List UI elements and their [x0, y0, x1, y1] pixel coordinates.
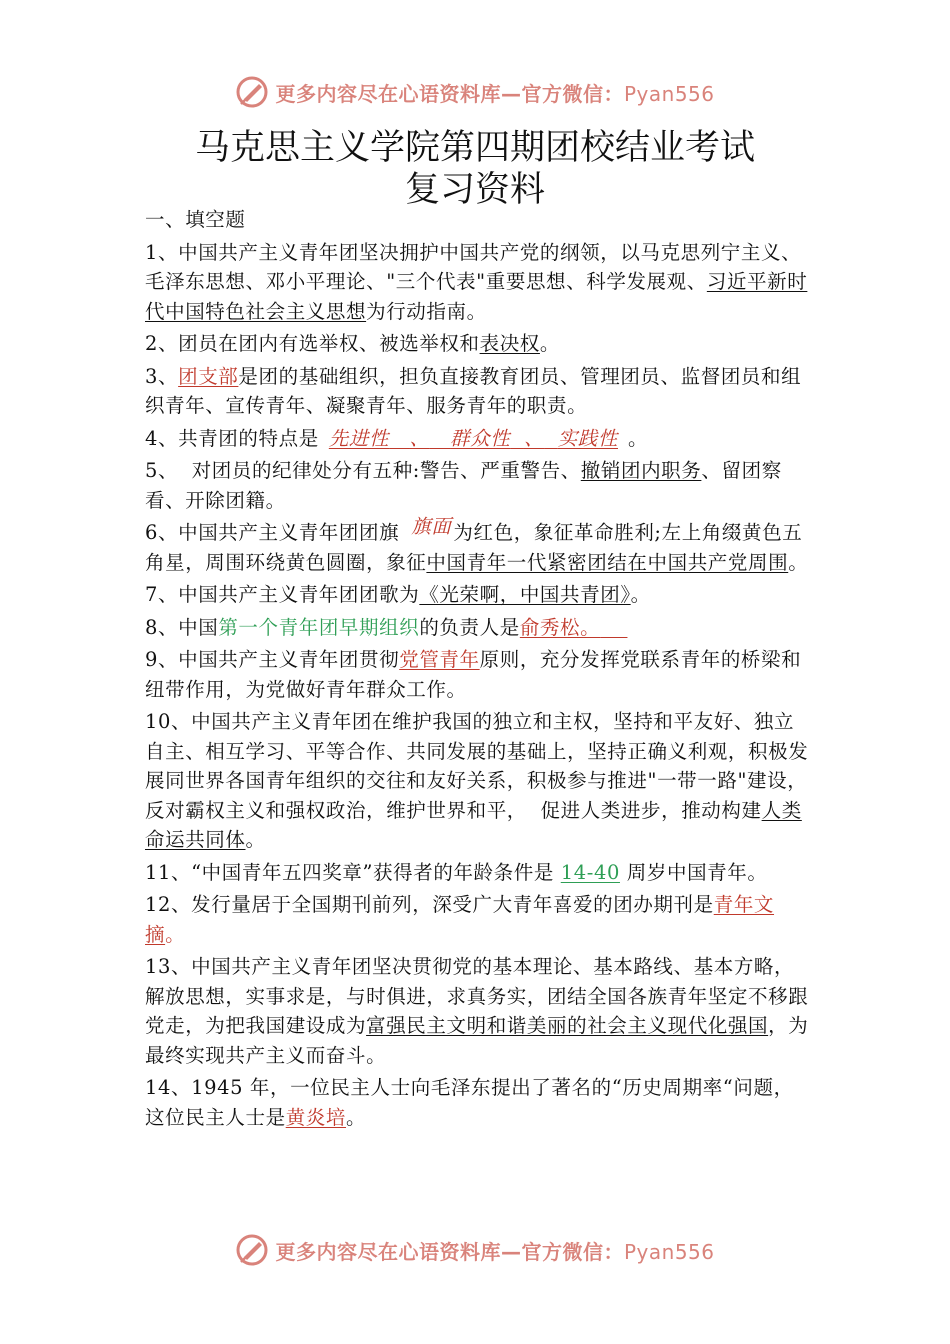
question-5: 5、 对团员的纪律处分有五种:警告、严重警告、撤销团内职务、留团察看、开除团籍。 — [145, 459, 782, 512]
answer-8: 俞秀松。 — [519, 615, 601, 639]
answer-6a: 旗面 — [411, 515, 452, 538]
question-8: 8、中国第一个青年团早期组织的负责人是俞秀松。 — [145, 613, 810, 643]
document-body — [145, 205, 810, 1135]
question-6: 6、中国共产主义青年团团旗 旗面 为红色，象征革命胜利;左上角缀黄色五角星，周围环绕黄色圆圈，象征中国青年一代紧密团结在中国共产党周围。 — [145, 518, 810, 577]
watermark-text: 更多内容尽在心语资料库—官方微信：Pyan556 — [275, 81, 715, 106]
section-heading: 一、填空题 — [145, 208, 246, 231]
answer-13: 富强民主文明和谐美丽的社会主义现代化强国 — [366, 1014, 769, 1037]
question-11: 11、“中国青年五四奖章”获得者的年龄条件是 14-40 周岁中国青年。 — [145, 860, 768, 884]
answer-10: 人类命运共同体 — [145, 798, 802, 851]
answer-7: 《光荣啊，中国共青团》 — [419, 583, 631, 606]
question-10: 10、中国共产主义青年团在维护我国的独立和主权，坚持和平友好、独立自主、相互学习、平等合作、共同发展的基础上，坚持正确义利观，积极发展同世界各国青年组织的交往和友好关系，积极参与推进"一带一路"建设，反对霸权主义和强权政治，维护世界和平， 促进人类进步，推动构建人类命运共同体。 — [145, 710, 809, 851]
answer-5: 撤销团内职务 — [580, 459, 702, 482]
question-7: 7、中国共产主义青年团团歌为《光荣啊，中国共青团》。 — [145, 583, 651, 606]
watermark-text: 更多内容尽在心语资料库—官方微信：Pyan556 — [275, 1239, 715, 1264]
watermark-footer — [0, 1228, 950, 1272]
answer-1: 习近平新时代中国特色社会主义思想 — [145, 270, 808, 323]
answer-11: 14-40 — [560, 860, 620, 884]
question-13: 13、中国共产主义青年团坚决贯彻党的基本理论、基本路线、基本方略，解放思想，实事求是，与时俱进，求真务实，团结全国各族青年坚定不移跟党走，为把我国建设成为富强民主文明和谐美丽的社会主义现代化强国，为最终实现共产主义而奋斗。 — [145, 955, 809, 1067]
answer-4: 先进性 、 群众性 、 实践性 — [328, 426, 618, 450]
answer-2: 表决权 — [479, 332, 540, 355]
answer-6b: 中国青年一代紧密团结在中国共产党周围 — [426, 550, 789, 574]
answer-14: 黄炎培 — [285, 1105, 347, 1129]
answer-12: 青年文摘 — [145, 893, 775, 946]
watermark-header — [0, 70, 950, 114]
question-3: 3、团支部是团的基础组织，担负直接教育团员、管理团员、监督团员和组织青年、宣传青年、凝聚青年、服务青年的职责。 — [145, 364, 802, 417]
quill-seal-icon — [235, 75, 269, 109]
question-9: 9、中国共产主义青年团贯彻党管青年原则，充分发挥党联系青年的桥梁和纽带作用，为党做好青年群众工作。 — [145, 648, 802, 701]
question-1: 1、中国共产主义青年团坚决拥护中国共产党的纲领，以马克思列宁主义、毛泽东思想、邓小平理论、"三个代表"重要思想、科学发展观、习近平新时代中国特色社会主义思想为行动指南。 — [145, 240, 808, 323]
highlight-8: 第一个青年团早期组织 — [218, 615, 420, 639]
page-title: 马克思主义学院第四期团校结业考试 — [194, 128, 755, 168]
question-14: 14、1945 年，一位民主人士向毛泽东提出了著名的“历史周期率“问题，这位民主人士是黄炎培。 — [145, 1076, 794, 1129]
question-4: 4、共青团的特点是 先进性 、 群众性 、 实践性 。 — [145, 426, 649, 450]
question-12: 12、发行量居于全国期刊前列，深受广大青年喜爱的团办期刊是青年文摘。 — [145, 893, 775, 946]
page-subtitle: 复习资料 — [404, 170, 545, 210]
answer-9: 党管青年 — [399, 648, 480, 671]
question-2: 2、团员在团内有选举权、被选举权和表决权。 — [145, 332, 561, 355]
quill-seal-icon — [235, 1233, 269, 1267]
answer-3: 团支部 — [178, 364, 239, 388]
